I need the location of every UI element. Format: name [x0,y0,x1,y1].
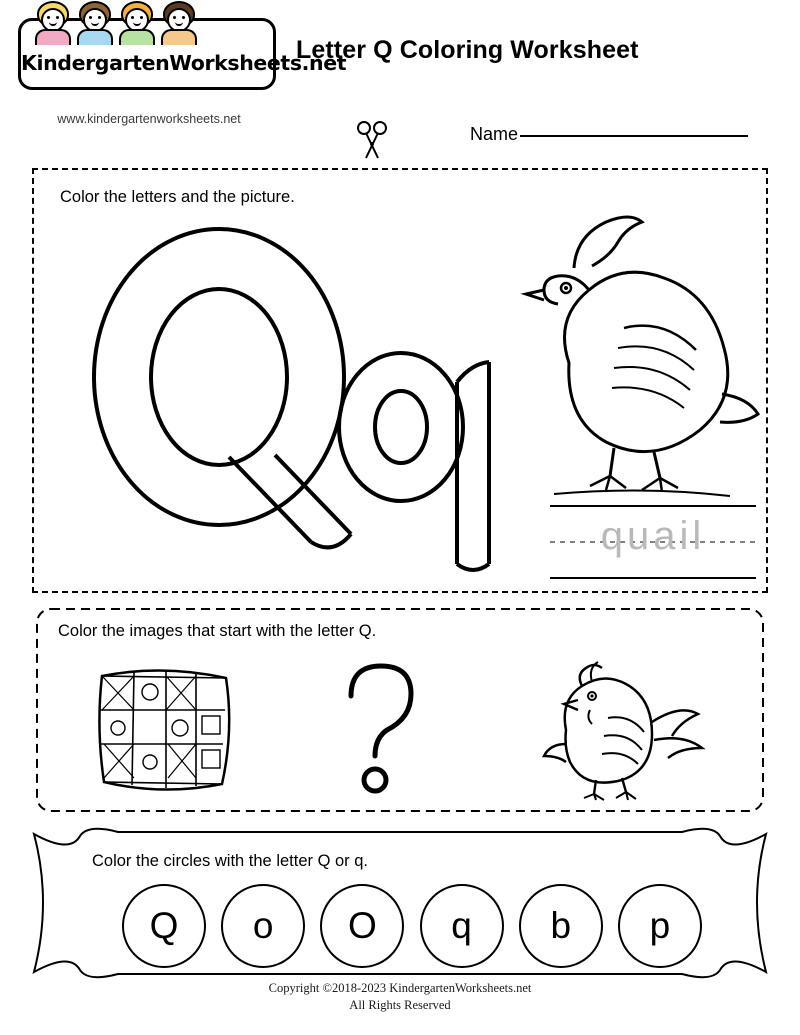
letter-circles-row [122,880,702,972]
logo-text: KindergartenWorksheets.net [21,51,347,75]
logo-kids-icon [33,0,199,43]
circle-option[interactable]: O [320,884,404,968]
section-color-images [32,604,768,816]
circle-option[interactable]: p [618,884,702,968]
section-color-circles [22,822,778,984]
section3-instruction: Color the circles with the letter Q or q. [92,852,369,870]
copyright-text: Copyright ©2018-2023 KindergartenWorksheets.net [268,981,532,995]
circle-option[interactable]: Q [122,884,206,968]
section1-instruction: Color the letters and the picture. [60,188,295,206]
big-letter-qq-outline[interactable] [79,212,509,582]
page-header [0,0,800,160]
section2-instruction: Color the images that start with the letter Q. [58,622,377,640]
page-title: Letter Q Coloring Worksheet [296,36,639,64]
name-blank-line[interactable] [520,135,748,137]
circle-option[interactable]: b [519,884,603,968]
circle-option[interactable]: q [420,884,504,968]
quilt-illustration[interactable] [88,652,238,807]
student-name-field[interactable] [470,124,748,145]
site-url: www.kindergartenworksheets.net [57,112,241,126]
question-mark-illustration[interactable] [325,652,435,807]
quail-illustration[interactable] [522,652,712,807]
page-footer [0,980,800,1014]
section-color-letters [32,168,768,593]
rights-text: All Rights Reserved [349,998,451,1012]
scissors-icon [352,120,392,162]
trace-word-box[interactable] [550,502,756,584]
logo-badge [18,18,347,90]
quail-bird-illustration[interactable] [514,198,764,508]
trace-word-text: quail [600,514,706,558]
name-label: Name [469,124,518,144]
site-logo[interactable] [18,18,347,90]
circle-option[interactable]: o [221,884,305,968]
